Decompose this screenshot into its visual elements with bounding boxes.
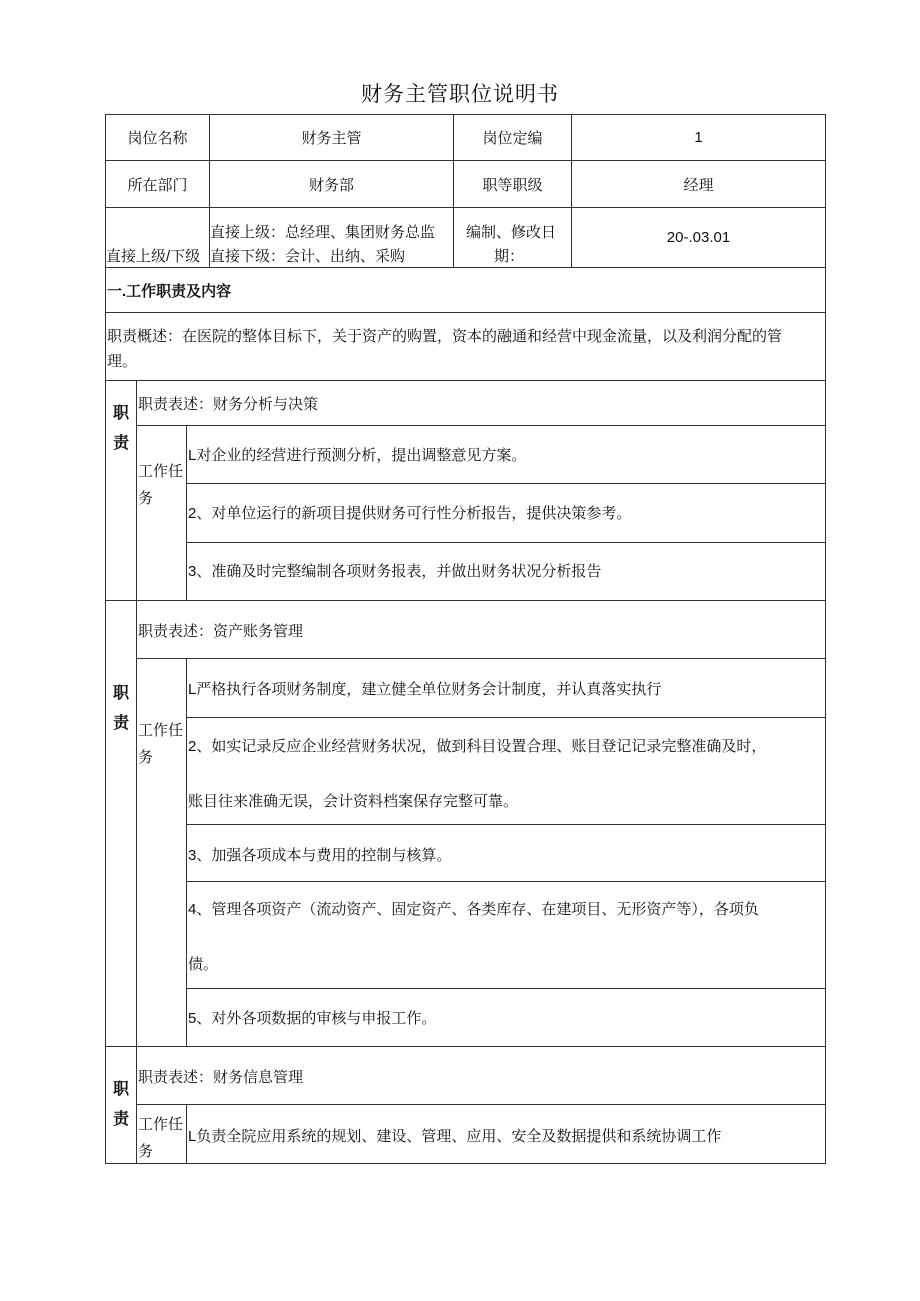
duty-block-1-item-1-text: L对企业的经营进行预测分析，提出调整意见方案。 (188, 447, 527, 464)
value-grade: 经理 (572, 161, 826, 208)
section-heading-text: 一.工作职责及内容 (107, 283, 232, 300)
duty-block-2-task-label-line2: 务 (138, 749, 154, 766)
value-revision-date: 20-.03.01 (572, 208, 826, 268)
duty-block-2-task-label-line1: 工作任 (138, 722, 184, 739)
duty-block-2-side-char2: 责 (112, 715, 129, 732)
duty-block-2-desc (137, 601, 826, 659)
duty-block-1-item-1 (187, 426, 826, 484)
duty-block-2-item-5 (187, 989, 826, 1047)
duty-block-1-side (106, 381, 137, 601)
section-heading (106, 268, 826, 313)
direct-subordinate: 直接下级：会计、出纳、采购 (210, 248, 406, 265)
duty-block-2-item-2-text-line2: 账目往来准确无误，会计资料档案保存完整可靠。 (188, 793, 519, 810)
duty-block-2-item-2 (187, 718, 826, 825)
duty-block-3-desc-text: 职责表述：财务信息管理 (138, 1069, 304, 1086)
label-reporting-line (106, 208, 210, 268)
duty-block-2-item-3-text: 3、加强各项成本与费用的控制与核算。 (188, 847, 452, 864)
job-description-table (105, 114, 826, 1164)
duty-block-3-task-label-line2: 务 (138, 1143, 154, 1160)
duty-block-3-side (106, 1047, 137, 1164)
duty-block-3-item-1 (187, 1105, 826, 1164)
duty-block-3-task-label-line1: 工作任 (138, 1116, 184, 1133)
label-grade: 职等职级 (454, 161, 572, 208)
duty-block-3-task-label (137, 1105, 187, 1164)
duty-block-2-item-4-text-line2: 债。 (188, 956, 219, 973)
duty-block-2-side (106, 601, 137, 1047)
label-department: 所在部门 (106, 161, 210, 208)
duty-block-1-item-2 (187, 484, 826, 543)
duty-overview-line2: 理。 (107, 353, 138, 370)
revision-date-label-line2: 期： (494, 248, 525, 265)
duty-block-2-item-4-text-line1: 4、管理各项资产（流动资产、固定资产、各类库存、在建项目、无形资产等），各项负 (188, 901, 759, 918)
duty-block-1-item-3-text: 3、准确及时完整编制各项财务报表，并做出财务状况分析报告 (188, 563, 602, 580)
duty-overview-line1: 职责概述：在医院的整体目标下，关于资产的购置，资本的融通和经营中现金流量，以及利润分配的管 (107, 328, 783, 345)
label-headcount: 岗位定编 (454, 115, 572, 161)
duty-block-1-item-2-text: 2、对单位运行的新项目提供财务可行性分析报告，提供决策参考。 (188, 505, 632, 522)
duty-block-3-side-char1: 职 (112, 1081, 129, 1098)
duty-block-1-side-char2: 责 (112, 435, 129, 452)
value-reporting-line (210, 208, 454, 268)
duty-block-3-item-1-text: L负责全院应用系统的规划、建设、管理、应用、安全及数据提供和系统协调工作 (188, 1128, 722, 1145)
value-department: 财务部 (210, 161, 454, 208)
duty-block-2-side-char1: 职 (112, 685, 129, 702)
duty-block-2-task-label (137, 659, 187, 1047)
label-position-name: 岗位名称 (106, 115, 210, 161)
revision-date-label-line1: 编制、修改日 (466, 224, 557, 241)
duty-block-2-item-2-text-line1: 2、如实记录反应企业经营财务状况，做到科目设置合理、账目登记记录完整准确及时， (188, 738, 767, 755)
duty-block-1-desc-text: 职责表述：财务分析与决策 (138, 396, 319, 413)
duty-block-2-item-1 (187, 659, 826, 718)
direct-superior: 直接上级：总经理、集团财务总监 (210, 224, 436, 241)
duty-block-3-desc (137, 1047, 826, 1105)
label-revision-date (454, 208, 572, 268)
duty-block-1-task-label-line2: 务 (138, 490, 154, 507)
duty-block-3-side-char2: 责 (112, 1111, 129, 1128)
duty-block-1-desc (137, 381, 826, 426)
duty-block-1-item-3 (187, 543, 826, 601)
duty-block-2-desc-text: 职责表述：资产账务管理 (138, 623, 304, 640)
reporting-line-label-text: 直接上级/下级 (106, 248, 201, 265)
duty-overview (106, 313, 826, 381)
value-position-name: 财务主管 (210, 115, 454, 161)
duty-block-2-item-1-text: L严格执行各项财务制度，建立健全单位财务会计制度，并认真落实执行 (188, 681, 662, 698)
document-title: 财务主管职位说明书 (361, 83, 559, 106)
duty-block-1-side-char1: 职 (112, 405, 129, 422)
duty-block-1-task-label (137, 426, 187, 601)
duty-block-1-task-label-line1: 工作任 (138, 463, 184, 480)
duty-block-2-item-4 (187, 882, 826, 989)
duty-block-2-item-3 (187, 825, 826, 882)
value-headcount: 1 (572, 115, 826, 161)
duty-block-2-item-5-text: 5、对外各项数据的审核与申报工作。 (188, 1010, 437, 1027)
